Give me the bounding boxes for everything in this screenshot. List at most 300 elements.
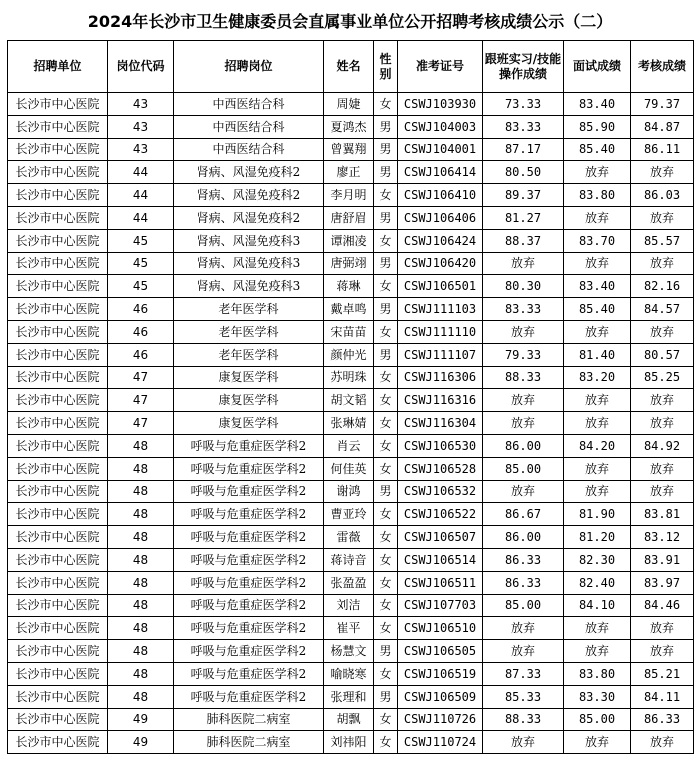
post-code-cell: 48 xyxy=(108,594,174,617)
unit-cell: 长沙市中心医院 xyxy=(8,252,108,275)
post-cell: 老年医学科 xyxy=(174,298,324,321)
post-cell: 康复医学科 xyxy=(174,389,324,412)
results-table xyxy=(7,40,694,754)
name-cell: 刘洁 xyxy=(324,594,374,617)
post-code-cell: 48 xyxy=(108,526,174,549)
unit-cell: 长沙市中心医院 xyxy=(8,206,108,229)
interview-score-cell: 放弃 xyxy=(564,640,631,663)
post-code-cell: 43 xyxy=(108,93,174,116)
name-cell: 雷薇 xyxy=(324,526,374,549)
assessment-score-cell: 84.57 xyxy=(631,298,694,321)
table-row xyxy=(8,320,694,343)
interview-score-cell: 83.80 xyxy=(564,184,631,207)
post-cell: 中西医结合科 xyxy=(174,115,324,138)
header-practice-score: 跟班实习/技能操作成绩 xyxy=(483,41,564,93)
name-cell: 张琳婧 xyxy=(324,412,374,435)
exam-id-cell: CSWJ111107 xyxy=(398,343,483,366)
gender-cell: 女 xyxy=(374,457,398,480)
assessment-score-cell: 85.25 xyxy=(631,366,694,389)
post-code-cell: 48 xyxy=(108,571,174,594)
gender-cell: 男 xyxy=(374,685,398,708)
gender-cell: 女 xyxy=(374,594,398,617)
post-code-cell: 46 xyxy=(108,320,174,343)
unit-cell: 长沙市中心医院 xyxy=(8,548,108,571)
interview-score-cell: 82.30 xyxy=(564,548,631,571)
unit-cell: 长沙市中心医院 xyxy=(8,138,108,161)
unit-cell: 长沙市中心医院 xyxy=(8,343,108,366)
assessment-score-cell: 83.91 xyxy=(631,548,694,571)
name-cell: 唐弼翊 xyxy=(324,252,374,275)
name-cell: 刘祎阳 xyxy=(324,731,374,754)
practice-score-cell: 86.00 xyxy=(483,434,564,457)
gender-cell: 男 xyxy=(374,206,398,229)
gender-cell: 女 xyxy=(374,229,398,252)
post-cell: 呼吸与危重症医学科2 xyxy=(174,457,324,480)
unit-cell: 长沙市中心医院 xyxy=(8,640,108,663)
exam-id-cell: CSWJ106528 xyxy=(398,457,483,480)
gender-cell: 女 xyxy=(374,526,398,549)
unit-cell: 长沙市中心医院 xyxy=(8,617,108,640)
header-name: 姓名 xyxy=(324,41,374,93)
post-code-cell: 48 xyxy=(108,480,174,503)
table-row xyxy=(8,548,694,571)
name-cell: 胡文韬 xyxy=(324,389,374,412)
practice-score-cell: 放弃 xyxy=(483,412,564,435)
table-row xyxy=(8,662,694,685)
name-cell: 杨慧文 xyxy=(324,640,374,663)
unit-cell: 长沙市中心医院 xyxy=(8,184,108,207)
unit-cell: 长沙市中心医院 xyxy=(8,366,108,389)
practice-score-cell: 85.33 xyxy=(483,685,564,708)
name-cell: 蒋诗音 xyxy=(324,548,374,571)
unit-cell: 长沙市中心医院 xyxy=(8,115,108,138)
post-cell: 呼吸与危重症医学科2 xyxy=(174,640,324,663)
post-cell: 肾病、风湿免疫科2 xyxy=(174,161,324,184)
unit-cell: 长沙市中心医院 xyxy=(8,161,108,184)
interview-score-cell: 放弃 xyxy=(564,480,631,503)
assessment-score-cell: 放弃 xyxy=(631,480,694,503)
assessment-score-cell: 放弃 xyxy=(631,252,694,275)
unit-cell: 长沙市中心医院 xyxy=(8,229,108,252)
interview-score-cell: 放弃 xyxy=(564,206,631,229)
gender-cell: 女 xyxy=(374,731,398,754)
practice-score-cell: 81.27 xyxy=(483,206,564,229)
exam-id-cell: CSWJ106522 xyxy=(398,503,483,526)
assessment-score-cell: 放弃 xyxy=(631,389,694,412)
post-cell: 中西医结合科 xyxy=(174,138,324,161)
name-cell: 曾翼翔 xyxy=(324,138,374,161)
table-row xyxy=(8,617,694,640)
practice-score-cell: 80.50 xyxy=(483,161,564,184)
name-cell: 何佳英 xyxy=(324,457,374,480)
post-cell: 康复医学科 xyxy=(174,366,324,389)
practice-score-cell: 83.33 xyxy=(483,298,564,321)
name-cell: 谢鸿 xyxy=(324,480,374,503)
table-row xyxy=(8,457,694,480)
gender-cell: 女 xyxy=(374,320,398,343)
name-cell: 喻晓寒 xyxy=(324,662,374,685)
exam-id-cell: CSWJ106406 xyxy=(398,206,483,229)
gender-cell: 男 xyxy=(374,343,398,366)
assessment-score-cell: 放弃 xyxy=(631,640,694,663)
practice-score-cell: 83.33 xyxy=(483,115,564,138)
exam-id-cell: CSWJ106507 xyxy=(398,526,483,549)
post-code-cell: 47 xyxy=(108,389,174,412)
page-title: 2024年长沙市卫生健康委员会直属事业单位公开招聘考核成绩公示（二） xyxy=(87,12,613,31)
post-code-cell: 48 xyxy=(108,457,174,480)
exam-id-cell: CSWJ106410 xyxy=(398,184,483,207)
assessment-score-cell: 放弃 xyxy=(631,412,694,435)
exam-id-cell: CSWJ106511 xyxy=(398,571,483,594)
post-code-cell: 48 xyxy=(108,640,174,663)
unit-cell: 长沙市中心医院 xyxy=(8,412,108,435)
table-row xyxy=(8,503,694,526)
practice-score-cell: 86.33 xyxy=(483,571,564,594)
gender-cell: 女 xyxy=(374,662,398,685)
practice-score-cell: 88.37 xyxy=(483,229,564,252)
gender-cell: 女 xyxy=(374,708,398,731)
table-row xyxy=(8,229,694,252)
practice-score-cell: 放弃 xyxy=(483,617,564,640)
post-cell: 老年医学科 xyxy=(174,320,324,343)
gender-cell: 男 xyxy=(374,480,398,503)
assessment-score-cell: 放弃 xyxy=(631,731,694,754)
interview-score-cell: 83.20 xyxy=(564,366,631,389)
post-cell: 呼吸与危重症医学科2 xyxy=(174,571,324,594)
table-row xyxy=(8,184,694,207)
post-code-cell: 48 xyxy=(108,617,174,640)
assessment-score-cell: 84.92 xyxy=(631,434,694,457)
post-code-cell: 45 xyxy=(108,229,174,252)
post-code-cell: 43 xyxy=(108,115,174,138)
post-code-cell: 44 xyxy=(108,206,174,229)
header-assessment-score: 考核成绩 xyxy=(631,41,694,93)
interview-score-cell: 85.90 xyxy=(564,115,631,138)
table-row xyxy=(8,434,694,457)
interview-score-cell: 81.40 xyxy=(564,343,631,366)
name-cell: 崔平 xyxy=(324,617,374,640)
practice-score-cell: 86.00 xyxy=(483,526,564,549)
table-row xyxy=(8,252,694,275)
gender-cell: 女 xyxy=(374,548,398,571)
post-cell: 呼吸与危重症医学科2 xyxy=(174,594,324,617)
post-cell: 肾病、风湿免疫科2 xyxy=(174,184,324,207)
header-gender: 性别 xyxy=(374,41,398,93)
exam-id-cell: CSWJ106420 xyxy=(398,252,483,275)
post-code-cell: 43 xyxy=(108,138,174,161)
post-cell: 呼吸与危重症医学科2 xyxy=(174,434,324,457)
exam-id-cell: CSWJ106505 xyxy=(398,640,483,663)
gender-cell: 女 xyxy=(374,571,398,594)
assessment-score-cell: 84.11 xyxy=(631,685,694,708)
gender-cell: 女 xyxy=(374,434,398,457)
interview-score-cell: 85.40 xyxy=(564,298,631,321)
exam-id-cell: CSWJ106424 xyxy=(398,229,483,252)
unit-cell: 长沙市中心医院 xyxy=(8,662,108,685)
exam-id-cell: CSWJ106530 xyxy=(398,434,483,457)
table-row xyxy=(8,480,694,503)
table-row xyxy=(8,115,694,138)
practice-score-cell: 88.33 xyxy=(483,366,564,389)
unit-cell: 长沙市中心医院 xyxy=(8,731,108,754)
interview-score-cell: 放弃 xyxy=(564,161,631,184)
post-cell: 呼吸与危重症医学科2 xyxy=(174,480,324,503)
table-row xyxy=(8,138,694,161)
exam-id-cell: CSWJ106519 xyxy=(398,662,483,685)
post-code-cell: 49 xyxy=(108,708,174,731)
header-post: 招聘岗位 xyxy=(174,41,324,93)
name-cell: 唐舒眉 xyxy=(324,206,374,229)
gender-cell: 女 xyxy=(374,412,398,435)
table-row xyxy=(8,594,694,617)
table-row xyxy=(8,526,694,549)
unit-cell: 长沙市中心医院 xyxy=(8,708,108,731)
interview-score-cell: 83.40 xyxy=(564,275,631,298)
table-row xyxy=(8,389,694,412)
practice-score-cell: 89.37 xyxy=(483,184,564,207)
interview-score-cell: 81.20 xyxy=(564,526,631,549)
assessment-score-cell: 79.37 xyxy=(631,93,694,116)
table-row xyxy=(8,343,694,366)
exam-id-cell: CSWJ106509 xyxy=(398,685,483,708)
practice-score-cell: 73.33 xyxy=(483,93,564,116)
exam-id-cell: CSWJ110724 xyxy=(398,731,483,754)
exam-id-cell: CSWJ104003 xyxy=(398,115,483,138)
assessment-score-cell: 83.81 xyxy=(631,503,694,526)
unit-cell: 长沙市中心医院 xyxy=(8,526,108,549)
practice-score-cell: 86.67 xyxy=(483,503,564,526)
gender-cell: 男 xyxy=(374,298,398,321)
table-row xyxy=(8,366,694,389)
gender-cell: 女 xyxy=(374,275,398,298)
unit-cell: 长沙市中心医院 xyxy=(8,594,108,617)
name-cell: 张理和 xyxy=(324,685,374,708)
gender-cell: 女 xyxy=(374,617,398,640)
interview-score-cell: 放弃 xyxy=(564,457,631,480)
unit-cell: 长沙市中心医院 xyxy=(8,457,108,480)
post-code-cell: 49 xyxy=(108,731,174,754)
post-code-cell: 48 xyxy=(108,548,174,571)
assessment-score-cell: 84.46 xyxy=(631,594,694,617)
assessment-score-cell: 放弃 xyxy=(631,457,694,480)
gender-cell: 男 xyxy=(374,161,398,184)
exam-id-cell: CSWJ106501 xyxy=(398,275,483,298)
name-cell: 胡飘 xyxy=(324,708,374,731)
assessment-score-cell: 放弃 xyxy=(631,161,694,184)
assessment-score-cell: 85.57 xyxy=(631,229,694,252)
unit-cell: 长沙市中心医院 xyxy=(8,275,108,298)
post-cell: 呼吸与危重症医学科2 xyxy=(174,662,324,685)
header-post-code: 岗位代码 xyxy=(108,41,174,93)
gender-cell: 男 xyxy=(374,640,398,663)
post-code-cell: 44 xyxy=(108,184,174,207)
practice-score-cell: 87.17 xyxy=(483,138,564,161)
practice-score-cell: 放弃 xyxy=(483,640,564,663)
header-unit: 招聘单位 xyxy=(8,41,108,93)
name-cell: 张盈盈 xyxy=(324,571,374,594)
name-cell: 蒋琳 xyxy=(324,275,374,298)
table-row xyxy=(8,708,694,731)
interview-score-cell: 85.40 xyxy=(564,138,631,161)
practice-score-cell: 放弃 xyxy=(483,480,564,503)
interview-score-cell: 放弃 xyxy=(564,731,631,754)
table-row xyxy=(8,161,694,184)
interview-score-cell: 放弃 xyxy=(564,617,631,640)
assessment-score-cell: 86.11 xyxy=(631,138,694,161)
name-cell: 李月明 xyxy=(324,184,374,207)
name-cell: 戴卓鸣 xyxy=(324,298,374,321)
assessment-score-cell: 83.97 xyxy=(631,571,694,594)
interview-score-cell: 84.10 xyxy=(564,594,631,617)
interview-score-cell: 83.40 xyxy=(564,93,631,116)
post-code-cell: 48 xyxy=(108,685,174,708)
post-cell: 中西医结合科 xyxy=(174,93,324,116)
interview-score-cell: 83.80 xyxy=(564,662,631,685)
post-code-cell: 47 xyxy=(108,366,174,389)
name-cell: 宋苗苗 xyxy=(324,320,374,343)
post-cell: 肾病、风湿免疫科3 xyxy=(174,229,324,252)
gender-cell: 男 xyxy=(374,252,398,275)
post-cell: 肾病、风湿免疫科3 xyxy=(174,275,324,298)
table-row xyxy=(8,731,694,754)
post-code-cell: 46 xyxy=(108,298,174,321)
practice-score-cell: 放弃 xyxy=(483,389,564,412)
table-row xyxy=(8,412,694,435)
assessment-score-cell: 放弃 xyxy=(631,617,694,640)
exam-id-cell: CSWJ106510 xyxy=(398,617,483,640)
practice-score-cell: 87.33 xyxy=(483,662,564,685)
name-cell: 苏明珠 xyxy=(324,366,374,389)
assessment-score-cell: 放弃 xyxy=(631,206,694,229)
post-code-cell: 45 xyxy=(108,275,174,298)
interview-score-cell: 放弃 xyxy=(564,389,631,412)
exam-id-cell: CSWJ116316 xyxy=(398,389,483,412)
interview-score-cell: 83.30 xyxy=(564,685,631,708)
interview-score-cell: 81.90 xyxy=(564,503,631,526)
unit-cell: 长沙市中心医院 xyxy=(8,389,108,412)
interview-score-cell: 82.40 xyxy=(564,571,631,594)
post-cell: 肺科医院二病室 xyxy=(174,708,324,731)
table-row xyxy=(8,640,694,663)
name-cell: 曹亚玲 xyxy=(324,503,374,526)
exam-id-cell: CSWJ106532 xyxy=(398,480,483,503)
name-cell: 谭湘凌 xyxy=(324,229,374,252)
exam-id-cell: CSWJ111103 xyxy=(398,298,483,321)
practice-score-cell: 88.33 xyxy=(483,708,564,731)
post-cell: 呼吸与危重症医学科2 xyxy=(174,548,324,571)
post-cell: 呼吸与危重症医学科2 xyxy=(174,503,324,526)
assessment-score-cell: 85.21 xyxy=(631,662,694,685)
table-row xyxy=(8,206,694,229)
unit-cell: 长沙市中心医院 xyxy=(8,480,108,503)
exam-id-cell: CSWJ106414 xyxy=(398,161,483,184)
exam-id-cell: CSWJ103930 xyxy=(398,93,483,116)
post-code-cell: 44 xyxy=(108,161,174,184)
exam-id-cell: CSWJ111110 xyxy=(398,320,483,343)
post-code-cell: 48 xyxy=(108,662,174,685)
assessment-score-cell: 放弃 xyxy=(631,320,694,343)
name-cell: 颜仲光 xyxy=(324,343,374,366)
table-row xyxy=(8,93,694,116)
post-cell: 康复医学科 xyxy=(174,412,324,435)
practice-score-cell: 86.33 xyxy=(483,548,564,571)
interview-score-cell: 83.70 xyxy=(564,229,631,252)
table-row xyxy=(8,571,694,594)
gender-cell: 女 xyxy=(374,184,398,207)
practice-score-cell: 85.00 xyxy=(483,594,564,617)
unit-cell: 长沙市中心医院 xyxy=(8,503,108,526)
name-cell: 夏鸿杰 xyxy=(324,115,374,138)
practice-score-cell: 放弃 xyxy=(483,320,564,343)
post-cell: 肺科医院二病室 xyxy=(174,731,324,754)
exam-id-cell: CSWJ104001 xyxy=(398,138,483,161)
practice-score-cell: 79.33 xyxy=(483,343,564,366)
post-cell: 呼吸与危重症医学科2 xyxy=(174,685,324,708)
gender-cell: 女 xyxy=(374,503,398,526)
unit-cell: 长沙市中心医院 xyxy=(8,93,108,116)
post-cell: 老年医学科 xyxy=(174,343,324,366)
assessment-score-cell: 86.33 xyxy=(631,708,694,731)
name-cell: 肖云 xyxy=(324,434,374,457)
interview-score-cell: 85.00 xyxy=(564,708,631,731)
practice-score-cell: 放弃 xyxy=(483,731,564,754)
exam-id-cell: CSWJ110726 xyxy=(398,708,483,731)
practice-score-cell: 放弃 xyxy=(483,252,564,275)
table-body xyxy=(8,93,694,754)
name-cell: 廖正 xyxy=(324,161,374,184)
post-code-cell: 48 xyxy=(108,434,174,457)
unit-cell: 长沙市中心医院 xyxy=(8,434,108,457)
unit-cell: 长沙市中心医院 xyxy=(8,571,108,594)
exam-id-cell: CSWJ106514 xyxy=(398,548,483,571)
post-cell: 呼吸与危重症医学科2 xyxy=(174,617,324,640)
unit-cell: 长沙市中心医院 xyxy=(8,320,108,343)
table-row xyxy=(8,298,694,321)
post-code-cell: 48 xyxy=(108,503,174,526)
gender-cell: 男 xyxy=(374,138,398,161)
exam-id-cell: CSWJ116306 xyxy=(398,366,483,389)
gender-cell: 女 xyxy=(374,389,398,412)
header-row xyxy=(8,41,694,93)
assessment-score-cell: 80.57 xyxy=(631,343,694,366)
header-interview-score: 面试成绩 xyxy=(564,41,631,93)
practice-score-cell: 85.00 xyxy=(483,457,564,480)
post-cell: 呼吸与危重症医学科2 xyxy=(174,526,324,549)
table-row xyxy=(8,685,694,708)
interview-score-cell: 84.20 xyxy=(564,434,631,457)
table-row xyxy=(8,275,694,298)
assessment-score-cell: 82.16 xyxy=(631,275,694,298)
post-code-cell: 45 xyxy=(108,252,174,275)
post-code-cell: 46 xyxy=(108,343,174,366)
gender-cell: 男 xyxy=(374,115,398,138)
practice-score-cell: 80.30 xyxy=(483,275,564,298)
assessment-score-cell: 84.87 xyxy=(631,115,694,138)
gender-cell: 女 xyxy=(374,93,398,116)
assessment-score-cell: 83.12 xyxy=(631,526,694,549)
header-exam-id: 准考证号 xyxy=(398,41,483,93)
name-cell: 周婕 xyxy=(324,93,374,116)
interview-score-cell: 放弃 xyxy=(564,320,631,343)
unit-cell: 长沙市中心医院 xyxy=(8,685,108,708)
exam-id-cell: CSWJ107703 xyxy=(398,594,483,617)
unit-cell: 长沙市中心医院 xyxy=(8,298,108,321)
post-code-cell: 47 xyxy=(108,412,174,435)
post-cell: 肾病、风湿免疫科3 xyxy=(174,252,324,275)
assessment-score-cell: 86.03 xyxy=(631,184,694,207)
interview-score-cell: 放弃 xyxy=(564,252,631,275)
gender-cell: 女 xyxy=(374,366,398,389)
